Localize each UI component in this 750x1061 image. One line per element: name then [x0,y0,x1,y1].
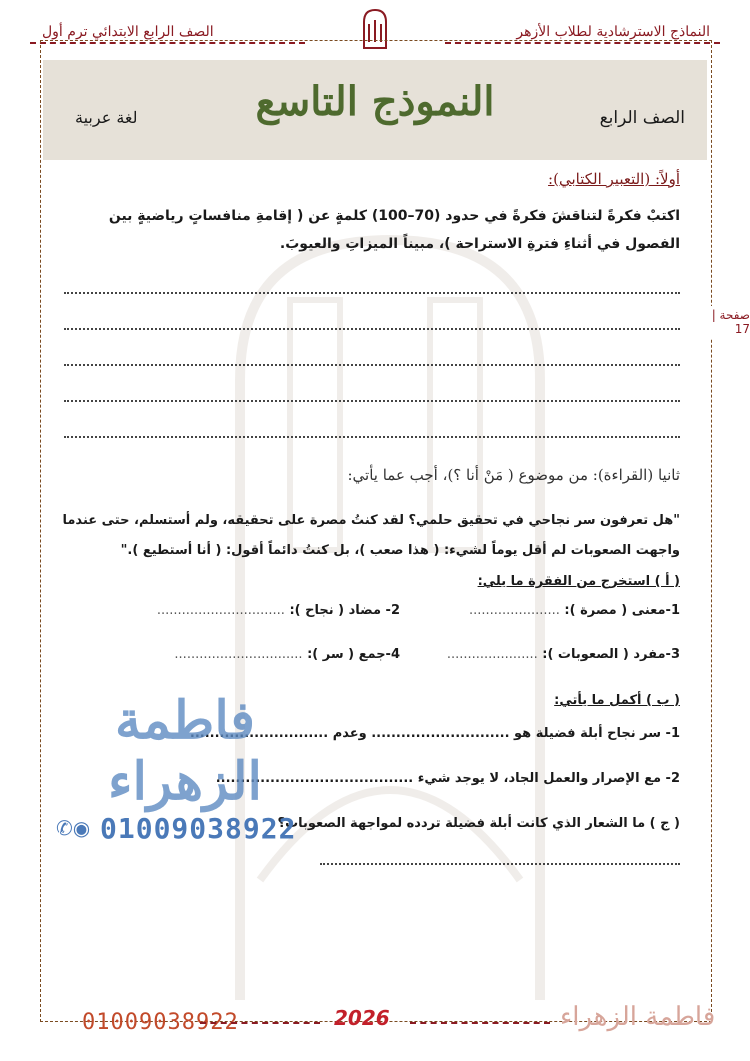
series-title: النماذج الاسترشادية لطلاب الأزهر [516,24,710,40]
part-c-question: ( ج ) ما الشعار الذي كانت أبلة فضيلة تردده لمواجهة الصعوبات؟ [277,816,680,831]
answer-line[interactable] [64,402,680,438]
grade-label: الصف الرابع [599,108,685,128]
part-a-row [60,589,680,633]
reading-passage: "هل تعرفون سر نجاحي في تحقيق حلمي؟ لقد كنتُ مصرة على تحقيقه، ولم أستسلم، حتى عندما واجهت الصعوبات لم أقل يوماً لشيء: ( هذا صعب )، بل كنتُ دائماً أقول: ( أنا أستطيع )." [62,513,680,558]
question-text: 3-مفرد ( الصعوبات ): [542,647,680,662]
answer-line[interactable] [64,294,680,330]
watermark-phone: 01009038922 [100,812,297,845]
part-a-row [60,633,680,677]
watermark-name: فاطمة الزهراء [108,690,262,812]
answer-line[interactable] [64,330,680,366]
answer-line[interactable] [320,833,680,865]
subject-label: لغة عربية [75,108,138,127]
answer-blank[interactable]: ...................... [468,603,560,618]
watermark [40,690,330,860]
footer-year: 2026 [334,1006,390,1030]
section2-heading: ثانيا (القراءة): من موضوع ( مَنْ أنا ؟)، أجب عما يأتي: [347,466,680,484]
model-title: النموذج التاسع [255,78,495,125]
part-a-label: ( أ ) استخرج من الفقرة ما يلي: [477,574,680,589]
question-text: 4-جمع ( سر ): [307,647,400,662]
answer-blank[interactable]: ...................... [446,647,538,662]
question-item [174,647,400,662]
part-b-label: ( ب ) أكمل ما يأتي: [554,693,680,708]
footer-divider-right [410,1022,550,1024]
question-text: 2- مضاد ( نجاح ): [289,603,400,618]
whatsapp-icon: ✆◉ [56,816,91,840]
part-b-item-1[interactable]: 1- سر نجاح أبلة فضيلة هو ............................ وعدم ............................ [189,726,680,741]
question-item [157,603,400,618]
answer-line[interactable] [64,258,680,294]
grade-term-title: الصف الرابع الابتدائي ترم أول [42,24,214,40]
question-text: 1-معنى ( مصرة ): [564,603,680,618]
footer-logo: فاطمة الزهراء [560,1002,716,1032]
footer [0,1000,750,1050]
answer-blank[interactable]: ............................... [174,647,303,662]
question-item [447,647,680,662]
question-item [469,603,680,618]
section1-heading [60,170,680,188]
footer-divider-left [200,1022,320,1024]
section1-prompt: اكتبْ فكرةً لتناقشَ فكرةً في حدود (70–100) كلمةٍ عن ( إقامةِ منافساتٍ رياضيةٍ بين الفصول في أثناءِ فترةِ الاستراحة )، مبيناً الميزاتِ والعيوبَ. [108,208,680,252]
answer-line[interactable] [64,366,680,402]
answer-blank[interactable]: ............................... [156,603,285,618]
page-number: صفحة | 17 [702,306,750,338]
exam-header [43,60,707,160]
footer-phone: 01009038922 [82,1010,239,1035]
section1-heading-text: أولاً: (التعبير الكتابي): [548,170,680,188]
part-b-item-2[interactable]: 2- مع الإصرار والعمل الجاد، لا يوجد شيء ........................................ [215,771,680,786]
